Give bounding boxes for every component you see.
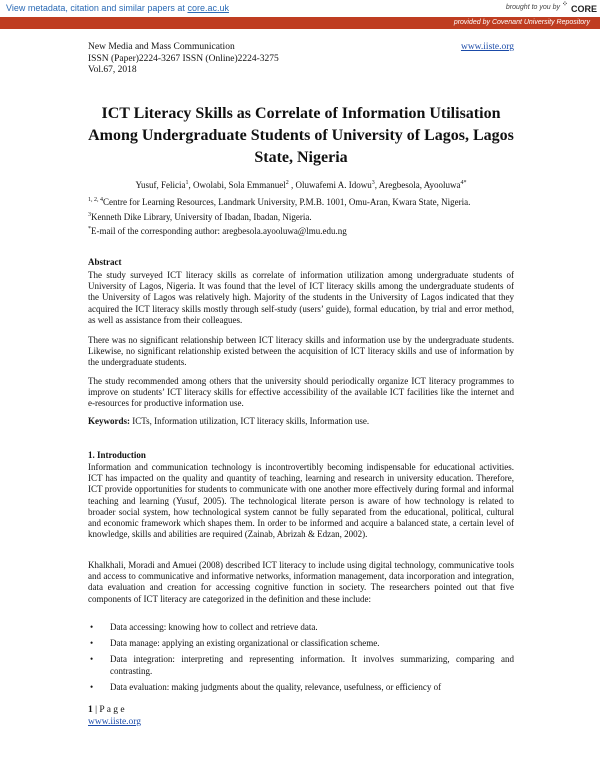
core-logo[interactable]: [562, 1, 598, 15]
list-item-text: Data manage: applying an existing organizational or classification scheme.: [110, 638, 380, 649]
journal-name: New Media and Mass Communication: [88, 42, 235, 52]
core-logo-icon: ⁘: [562, 1, 567, 8]
bullet-icon: •: [90, 622, 94, 632]
keywords-text: ICTs, Information utilization, ICT literacy skills, Information use.: [130, 416, 370, 426]
abstract-paragraph-3: The study recommended among others that the university should periodically organize ICT literacy programmes to improve on students’ ICT literacy skills for effective accessibility of the available ICT facilities like the internet and e-resources for productive information use.: [88, 376, 514, 409]
affiliation-2-sup: 3: [88, 212, 91, 218]
list-item: [88, 682, 514, 693]
page-number: 1: [88, 705, 93, 715]
affiliation-1-sup: 1, 2, 4: [88, 197, 103, 203]
abstract-paragraph-2: There was no significant relationship between ICT literacy skills and information use by the undergraduate students. Likewise, no significant relationship existed between the acquisition of ICT literacy skills and use of information by the undergraduate students.: [88, 335, 514, 368]
list-item: [88, 654, 514, 676]
page-word: P a g e: [99, 705, 125, 715]
introduction-paragraph-2: Khalkhali, Moradi and Amuei (2008) described ICT literacy to include using digital technology, communicative tools and access to communicative and informative networks, information management, data incorporation and integration, data evaluation and creation for accessing cognitive function in society. The researchers pointed out that five components of ICT literacy are categorized in the definition and these include:: [88, 560, 514, 604]
list-item-text: Data integration: interpreting and representing information. It involves summarizing, comparing and contrasting.: [110, 654, 514, 676]
core-link-prefix: View metadata, citation and similar papers at: [6, 3, 185, 13]
keywords-line: [88, 416, 514, 427]
affiliation-3-text: E-mail of the corresponding author: aregbesola.ayooluwa@lmu.edu.ng: [91, 226, 347, 236]
list-item-text: Data evaluation: making judgments about the quality, relevance, usefulness, or efficiency of: [110, 681, 442, 692]
core-logo-text: CORE: [571, 4, 598, 14]
journal-header: [88, 42, 514, 77]
page-separator: |: [92, 705, 100, 715]
author-2: , Owolabi, Sola Emmanuel: [188, 180, 286, 190]
author-2-sup: 2: [285, 180, 289, 186]
core-provided-text: provided by Covenant University Repository: [453, 19, 590, 26]
affiliation-3: [88, 226, 514, 237]
affiliation-1-text: Centre for Learning Resources, Landmark University, P.M.B. 1001, Omu-Aran, Kwara State, Nigeria.: [103, 197, 471, 207]
core-metadata-link[interactable]: [6, 3, 229, 13]
bullet-icon: •: [90, 654, 94, 665]
core-brought-text: brought to you by: [505, 4, 560, 11]
introduction-heading: 1. Introduction: [88, 450, 146, 460]
author-1-sup: 1: [185, 180, 189, 186]
author-4: , Aregbesola, Ayooluwa: [374, 180, 461, 190]
journal-volume: Vol.67, 2018: [88, 65, 137, 75]
affiliation-2: [88, 212, 514, 223]
affiliation-3-sup: *: [88, 226, 91, 232]
list-item-text: Data accessing: knowing how to collect and retrieve data.: [110, 622, 318, 632]
author-3-sup: 3: [371, 180, 375, 186]
journal-website-link[interactable]: www.iiste.org: [460, 42, 514, 52]
author-4-sup: 4*: [460, 180, 467, 186]
introduction-paragraph-1: Information and communication technology is incontrovertibly becoming indispensable for educational activities. ICT has impacted on the quality and quantity of teaching, learning and research in university education. Therefore, ICT provide opportunities for students to communicate with one another more effectively during formal and informal teaching and learning (Yusuf, 2005). The technological literate person is aware of how technology is related to broader social system, how technological system cannot be fully separated from the educational, political, cultural and economic framework which shapes them. In order to be informed and acquire a balanced state, a certain level of knowledge, skills and abilities are required (Zainab, Abrizah & Edzan, 2002).: [88, 462, 514, 540]
bullet-icon: •: [90, 681, 94, 692]
list-item: [88, 638, 514, 649]
abstract-paragraph-1: The study surveyed ICT literacy skills as correlate of information utilization among undergraduate students of University of Lagos, Nigeria. It was found that the level of ICT literacy skills among the undergraduate students of the University of Lagos was relatively high. Majority of the students in the University of Lagos indicated that they acquired the ICT literacy skills mostly through self-study (users’ guide), formal education, by trial and error method, as well as assistance from their colleagues.: [88, 270, 514, 325]
paper-title: ICT Literacy Skills as Correlate of Information Utilisation Among Undergraduate Students of University of Lagos, Lagos State, Nigeria: [88, 105, 514, 166]
journal-issn: ISSN (Paper)2224-3267 ISSN (Online)2224-3275: [88, 53, 279, 64]
list-item: [88, 622, 514, 633]
core-top-row: [0, 0, 600, 17]
page-number-line: [88, 704, 141, 716]
author-3: , Oluwafemi A. Idowu: [288, 180, 372, 190]
author-list: [88, 180, 514, 191]
core-link-domain: core.ac.uk: [187, 3, 229, 13]
author-1: Yusuf, Felicia: [135, 180, 186, 190]
footer-website-link[interactable]: www.iiste.org: [88, 717, 142, 727]
keywords-label: Keywords:: [88, 416, 130, 426]
affiliation-1: [88, 197, 514, 208]
page-footer: [88, 704, 141, 728]
core-banner: [0, 0, 600, 29]
bullet-icon: •: [90, 638, 94, 649]
ict-components-list: [88, 622, 514, 698]
abstract-heading: Abstract: [88, 257, 122, 267]
core-provided-strip: [0, 17, 600, 29]
affiliation-2-text: Kenneth Dike Library, University of Ibadan, Ibadan, Nigeria.: [91, 212, 312, 222]
